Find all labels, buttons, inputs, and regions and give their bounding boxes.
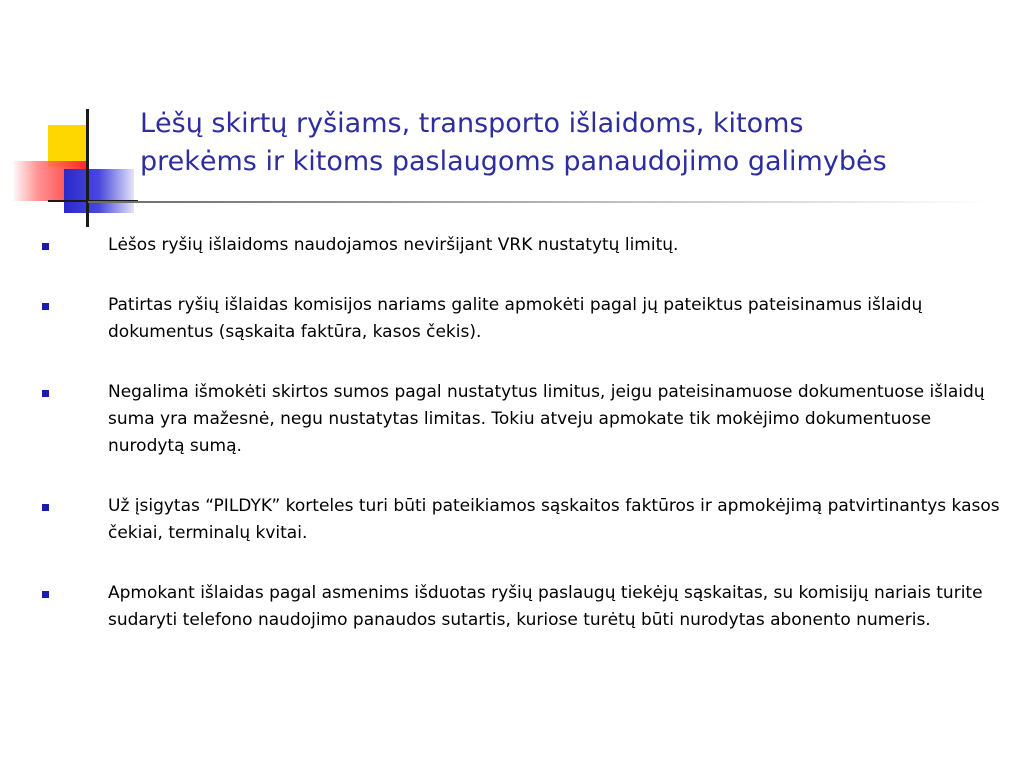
bullet-list (40, 232, 1000, 667)
bullet-text-3: Negalima išmokėti skirtos sumos pagal nustatytus limitus, jeigu pateisinamuose dokumentuose išlaidų suma yra mažesnė, negu nustatytas limitas. Tokiu atveju apmokate tik mokėjimo dokumentuose nurodytą sumą. (108, 382, 985, 456)
slide-title (140, 105, 1000, 181)
bullet-item-1 (40, 232, 1000, 259)
slide-title-line-1: Lėšų skirtų ryšiams, transporto išlaidoms, kitoms (140, 108, 804, 139)
bullet-square-icon (42, 390, 49, 397)
bullet-item-2 (40, 292, 1000, 346)
bullet-text-5: Apmokant išlaidas pagal asmenims išduotas ryšių paslaugų tiekėjų sąskaitas, su komisijų nariais turite sudaryti telefono naudojimo panaudos sutartis, kuriose turėtų būti nurodytas abonento numeris. (108, 583, 983, 630)
bullet-square-icon (42, 591, 49, 598)
bullet-item-4 (40, 493, 1000, 547)
bullet-square-icon (42, 303, 49, 310)
bullet-item-3 (40, 379, 1000, 460)
title-underline-rule (88, 201, 988, 203)
bullet-square-icon (42, 243, 49, 250)
bullet-item-5 (40, 580, 1000, 634)
logo-vertical-line (86, 109, 89, 227)
slide-title-line-2: prekėms ir kitoms paslaugoms panaudojimo galimybės (140, 146, 887, 177)
logo-blue-square (64, 169, 134, 213)
decorative-logo (10, 105, 150, 230)
bullet-text-1: Lėšos ryšių išlaidoms naudojamos neviršijant VRK nustatytų limitų. (108, 235, 679, 255)
bullet-square-icon (42, 504, 49, 511)
bullet-text-4: Už įsigytas “PILDYK” korteles turi būti pateikiamos sąskaitos faktūros ir apmokėjimą patvirtinantys kasos čekiai, terminalų kvitai. (108, 496, 1000, 543)
bullet-text-2: Patirtas ryšių išlaidas komisijos nariams galite apmokėti pagal jų pateiktus pateisinamus išlaidų dokumentus (sąskaita faktūra, kasos čekis). (108, 295, 923, 342)
